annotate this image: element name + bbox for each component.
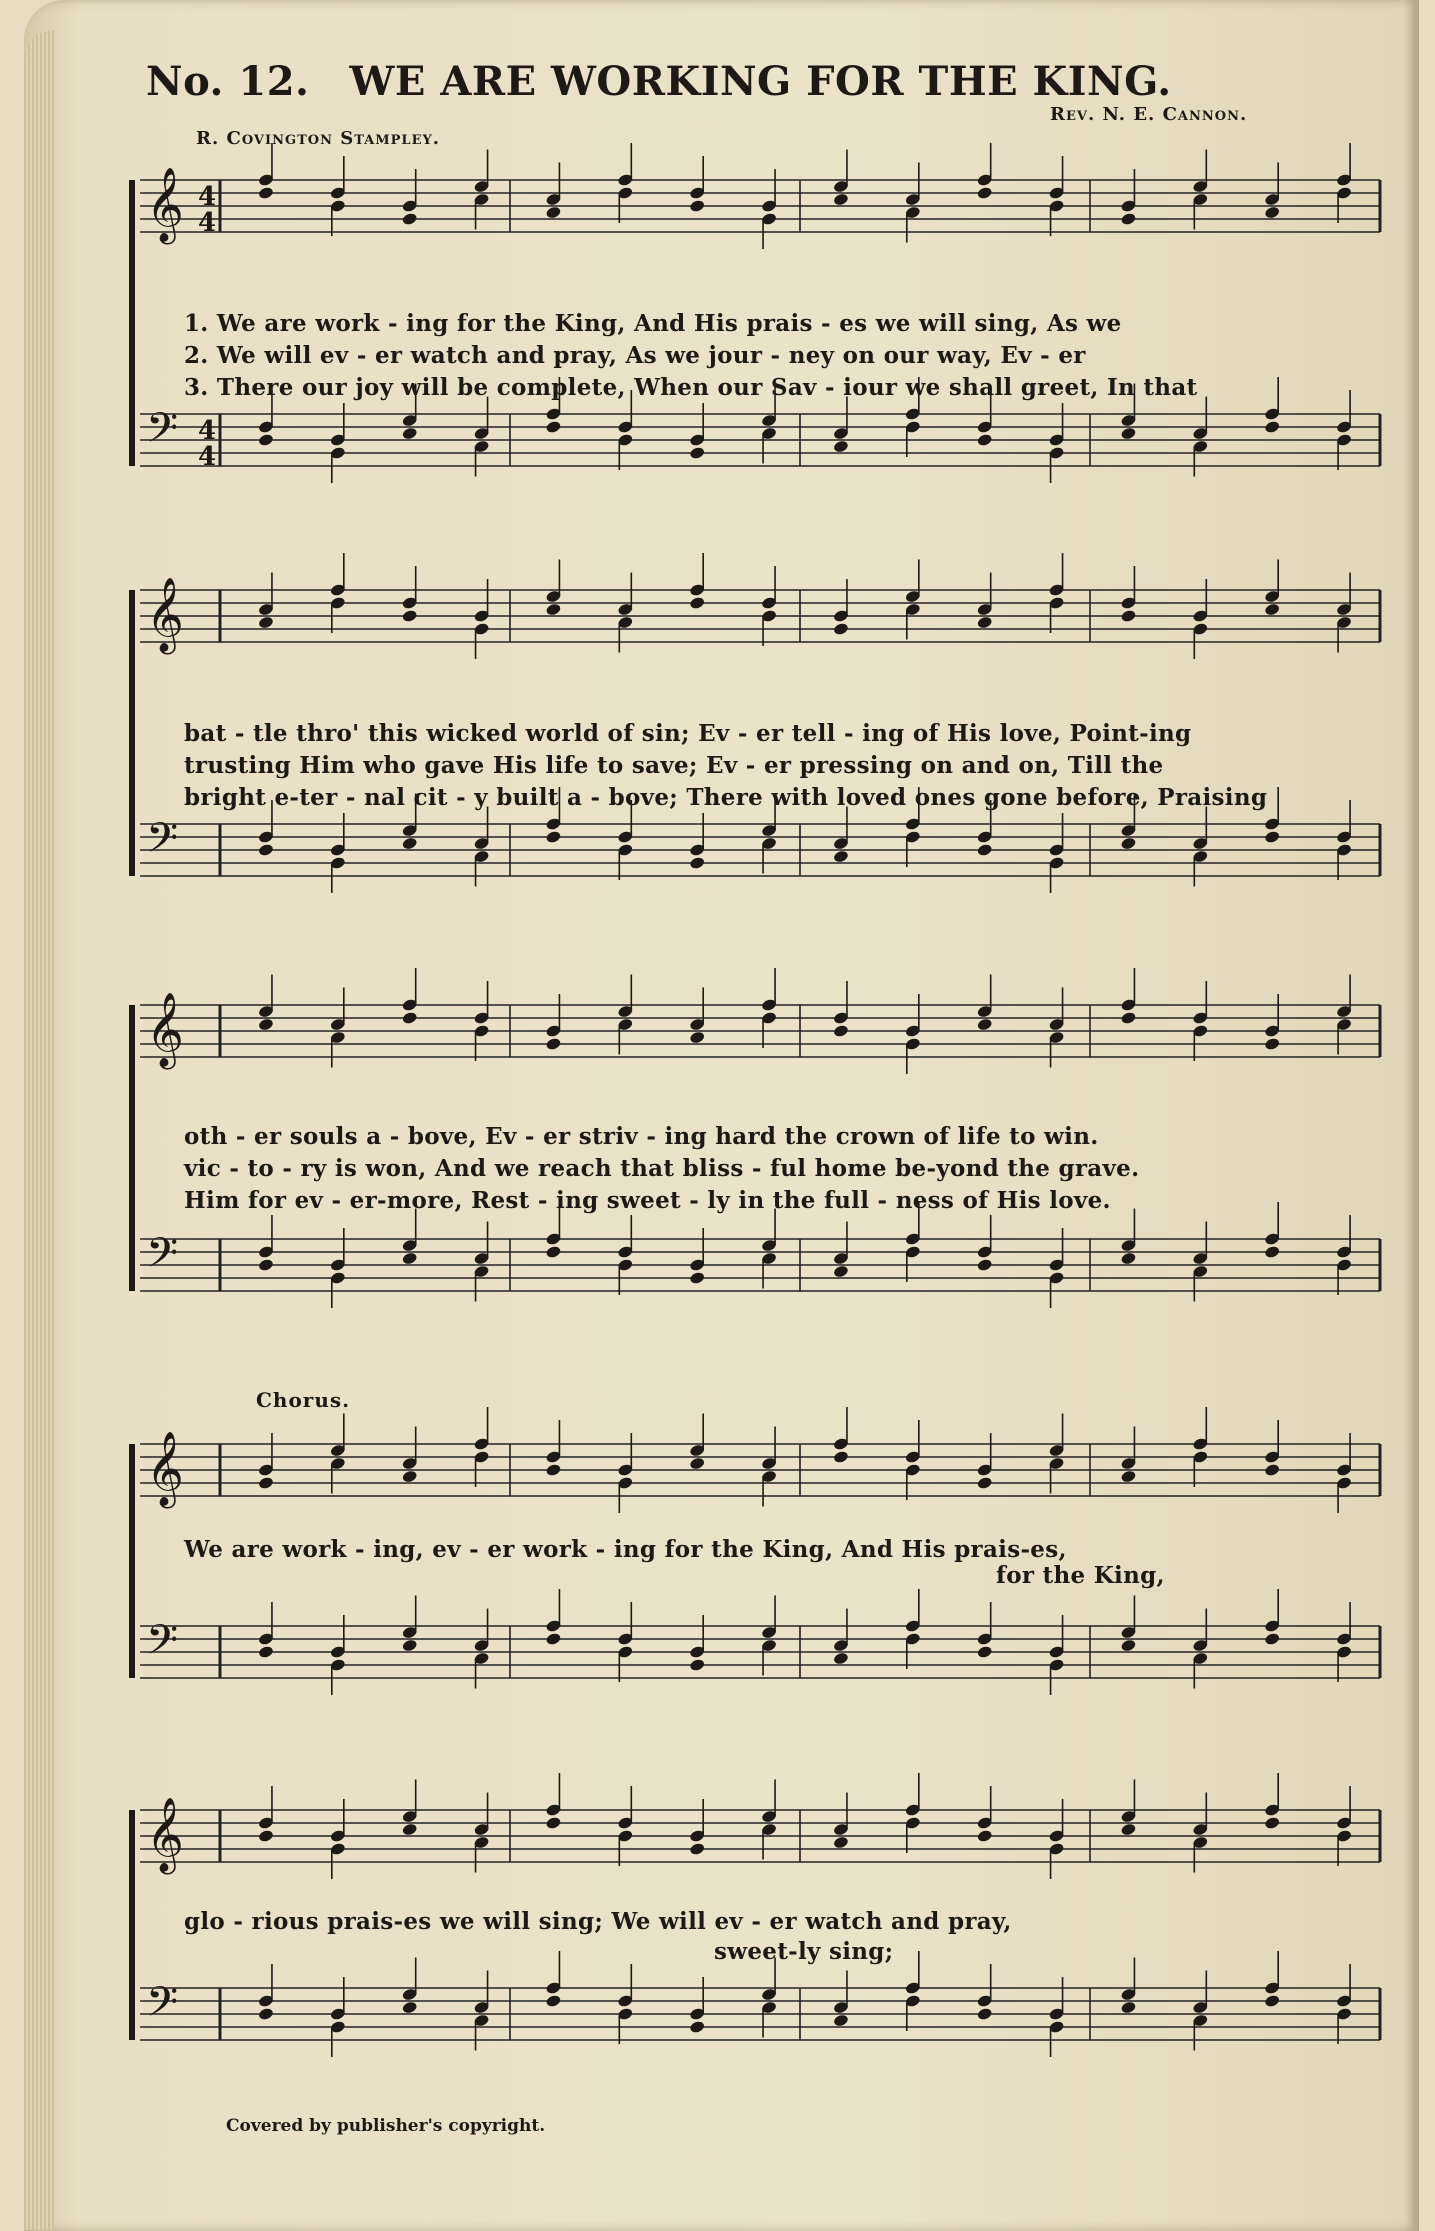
note-head <box>1264 1463 1281 1477</box>
note-head <box>258 433 275 447</box>
note-head <box>1120 1469 1137 1483</box>
note-head <box>401 1638 418 1652</box>
music-system-5 <box>140 1780 1390 2110</box>
hymn-title: WE ARE WORKING FOR THE KING. <box>349 58 1172 105</box>
note-head <box>258 1476 275 1490</box>
note-head <box>976 2007 993 2021</box>
hymn-number: No. 12. <box>146 58 310 105</box>
note-head <box>401 212 418 226</box>
lyricist-credit: Rev. N. E. Cannon. <box>1050 104 1248 125</box>
note-head <box>1264 1245 1281 1259</box>
bass-clef-icon: 𝄢 <box>146 404 179 462</box>
note-head <box>401 1822 418 1836</box>
note-head <box>545 1245 562 1259</box>
note-head <box>976 1829 993 1843</box>
lyric-line: We are work - ing, ev - er work - ing for the King, And His prais-es, <box>184 1536 1067 1563</box>
lyric-line: 3. There our joy will be complete, When our Sav - iour we shall greet, In that <box>184 374 1198 401</box>
note-head <box>401 1011 418 1025</box>
music-system-4-chorus <box>140 1390 1390 1750</box>
note-head <box>976 615 993 629</box>
note-head <box>833 849 850 863</box>
note-head <box>976 843 993 857</box>
note-head <box>689 2020 706 2034</box>
note-head <box>1120 1638 1137 1652</box>
treble-clef-icon: 𝄞 <box>146 168 184 242</box>
note-head <box>1264 830 1281 844</box>
lyric-line: bat - tle thro' this wicked world of sin; Ev - er tell - ing of His love, Point-ing <box>184 720 1192 747</box>
note-head <box>1120 212 1137 226</box>
note-head <box>258 1645 275 1659</box>
note-head <box>1120 1822 1137 1836</box>
note-head <box>1264 205 1281 219</box>
time-signature-bottom: 4 <box>198 208 217 238</box>
lyric-line: Him for ev - er-more, Rest - ing sweet - ly in the full - ness of His love. <box>184 1187 1111 1214</box>
time-signature-top: 4 <box>198 182 217 212</box>
hymn-title-line <box>146 58 1172 105</box>
note-head <box>833 1264 850 1278</box>
note-head <box>258 843 275 857</box>
note-head <box>401 1469 418 1483</box>
note-head <box>833 1450 850 1464</box>
note-head <box>689 199 706 213</box>
note-head <box>258 615 275 629</box>
music-system-1 <box>140 150 1390 540</box>
note-head <box>689 856 706 870</box>
page-edge <box>24 30 54 2230</box>
note-head <box>976 186 993 200</box>
note-head <box>689 1842 706 1856</box>
staff-pair <box>140 1390 1390 1750</box>
lyric-line: 1. We are work - ing for the King, And His prais - es we will sing, As we <box>184 310 1122 337</box>
copyright-notice: Covered by publisher's copyright. <box>226 2116 546 2136</box>
note-head <box>545 830 562 844</box>
bass-clef-icon: 𝄢 <box>146 1616 179 1674</box>
note-head <box>689 446 706 460</box>
music-system-2 <box>140 560 1390 950</box>
note-head <box>1264 1994 1281 2008</box>
note-head <box>545 205 562 219</box>
treble-clef-icon: 𝄞 <box>146 1432 184 1506</box>
note-head <box>1120 1251 1137 1265</box>
note-head <box>976 1476 993 1490</box>
note-head <box>1120 426 1137 440</box>
note-head <box>545 1037 562 1051</box>
note-head <box>401 836 418 850</box>
bass-clef-icon: 𝄢 <box>146 1229 179 1287</box>
note-head <box>258 2007 275 2021</box>
note-head <box>1120 836 1137 850</box>
note-head <box>976 1017 993 1031</box>
treble-clef-icon: 𝄞 <box>146 993 184 1067</box>
note-head <box>833 1024 850 1038</box>
note-head <box>689 596 706 610</box>
note-head <box>1264 1037 1281 1051</box>
note-head <box>976 1258 993 1272</box>
note-head <box>1264 1632 1281 1646</box>
note-head <box>976 433 993 447</box>
note-head <box>545 1632 562 1646</box>
composer-credit: R. Covington Stampley. <box>196 128 441 149</box>
note-head <box>689 1658 706 1672</box>
note-head <box>258 186 275 200</box>
note-head <box>833 439 850 453</box>
note-head <box>689 1456 706 1470</box>
note-head <box>545 1463 562 1477</box>
note-head <box>545 602 562 616</box>
chorus-label: Chorus. <box>256 1388 351 1412</box>
treble-clef-icon: 𝄞 <box>146 578 184 652</box>
lyric-subline: sweet-ly sing; <box>714 1938 894 1965</box>
time-signature-bottom: 4 <box>198 442 217 472</box>
note-head <box>1264 420 1281 434</box>
note-head <box>1120 609 1137 623</box>
bass-clef-icon: 𝄢 <box>146 814 179 872</box>
time-signature-top: 4 <box>198 416 217 446</box>
lyric-line: bright e-ter - nal cit - y built a - bove; There with loved ones gone before, Praising <box>184 784 1268 811</box>
note-head <box>258 1829 275 1843</box>
lyric-line: 2. We will ev - er watch and pray, As we jour - ney on our way, Ev - er <box>184 342 1086 369</box>
note-head <box>833 1651 850 1665</box>
note-head <box>258 1258 275 1272</box>
note-head <box>401 609 418 623</box>
note-head <box>976 1645 993 1659</box>
note-head <box>1120 1011 1137 1025</box>
note-head <box>545 1994 562 2008</box>
bass-clef-icon: 𝄢 <box>146 1978 179 2036</box>
note-head <box>545 1816 562 1830</box>
note-head <box>401 426 418 440</box>
note-head <box>258 1017 275 1031</box>
lyric-line: trusting Him who gave His life to save; Ev - er pressing on and on, Till the <box>184 752 1164 779</box>
note-head <box>1120 2000 1137 2014</box>
note-head <box>401 2000 418 2014</box>
note-head <box>833 1835 850 1849</box>
note-head <box>833 2013 850 2027</box>
note-head <box>545 420 562 434</box>
note-head <box>1264 602 1281 616</box>
note-head <box>833 192 850 206</box>
lyric-line: vic - to - ry is won, And we reach that bliss - ful home be-yond the grave. <box>184 1155 1140 1182</box>
lyric-line: oth - er souls a - bove, Ev - er striv - ing hard the crown of life to win. <box>184 1123 1099 1150</box>
music-system-3 <box>140 975 1390 1365</box>
note-head <box>689 1030 706 1044</box>
lyric-subline: for the King, <box>996 1562 1165 1589</box>
note-head <box>833 622 850 636</box>
note-head <box>1264 1816 1281 1830</box>
note-head <box>689 1271 706 1285</box>
treble-clef-icon: 𝄞 <box>146 1798 184 1872</box>
note-head <box>401 1251 418 1265</box>
lyric-line: glo - rious prais-es we will sing; We will ev - er watch and pray, <box>184 1908 1012 1935</box>
